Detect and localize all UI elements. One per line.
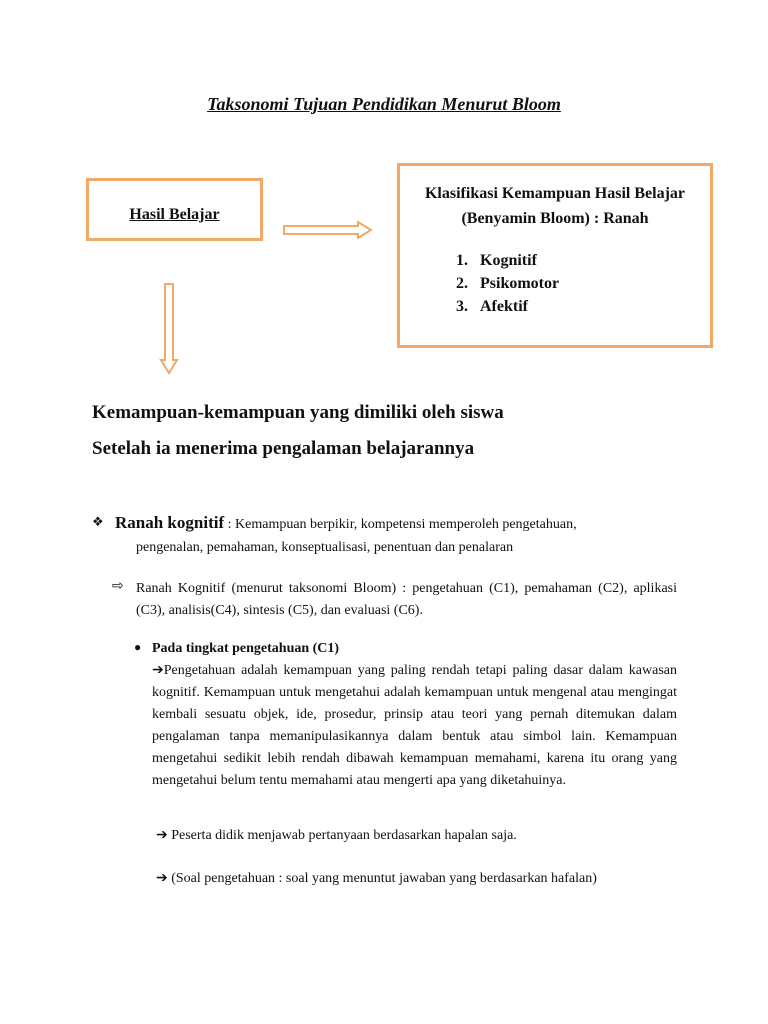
ranah-text-cont: pengenalan, pemahaman, konseptualisasi, penentuan dan penalaran — [136, 540, 514, 555]
heading-kemampuan: Kemampuan-kemampuan yang dimiliki oleh siswa — [92, 402, 504, 423]
hollow-arrow-bullet-icon: ⇨ — [112, 579, 124, 594]
list-item — [456, 272, 559, 295]
right-arrow-icon — [282, 220, 374, 240]
c1-point1 — [156, 825, 517, 847]
klasifikasi-title-line1: Klasifikasi Kemampuan Hasil Belajar — [424, 185, 685, 202]
ranah-kognitif-paragraph — [115, 512, 695, 536]
list-item — [456, 249, 559, 272]
hasil-belajar-box — [86, 178, 263, 241]
item-label: Psikomotor — [480, 275, 560, 292]
arrow-icon: ➔ — [156, 828, 168, 843]
item-number: 1. — [456, 252, 468, 269]
ranah-text: : Kemampuan berpikir, kompetensi memperoleh pengetahuan, — [224, 517, 577, 532]
item-label: Afektif — [480, 298, 528, 315]
page-title: Taksonomi Tujuan Pendidikan Menurut Bloom — [207, 94, 561, 114]
c1-text: Pengetahuan adalah kemampuan yang paling rendah tetapi paling dasar dalam kawasan kognitif. Kemampuan untuk mengetahui adalah kemampuan untuk mengenal atau mengingat kembali sesuatu objek, ide, prosedur, prinsip atau teori yang pernah ditemukan dalam pengalaman tanpa memanipulasikannya dalam bentuk atau simbol lain. Kemampuan mengetahui sedikit lebih rendah dibawah kemampuan memahami, karena itu orang yang mengetahui belum tentu memahami atau mengerti apa yang diketahuinya. — [152, 663, 677, 788]
down-arrow-icon — [158, 282, 180, 376]
item-number: 3. — [456, 298, 468, 315]
list-item — [456, 295, 559, 318]
item-label: Kognitif — [480, 252, 537, 269]
c1-paragraph — [152, 660, 677, 792]
hasil-belajar-label: Hasil Belajar — [129, 206, 220, 223]
diamond-bullet-icon: ❖ — [92, 514, 104, 529]
ranah-bloom-paragraph: Ranah Kognitif (menurut taksonomi Bloom) : pengetahuan (C1), pemahaman (C2), aplikasi (C3), analisis(C4), sintesis (C5), dan evaluasi (C6). — [136, 581, 677, 618]
klasifikasi-title-line2: (Benyamin Bloom) : Ranah — [461, 210, 649, 227]
klasifikasi-box — [397, 163, 713, 348]
ranah-kognitif-label: Ranah kognitif — [115, 513, 225, 532]
c1-point2 — [156, 868, 597, 890]
arrow-icon: ➔ — [156, 871, 168, 886]
item-number: 2. — [456, 275, 468, 292]
heading-setelah: Setelah ia menerima pengalaman belajarannya — [92, 438, 475, 459]
bullet-icon: ● — [134, 640, 142, 654]
point-text: (Soal pengetahuan : soal yang menuntut jawaban yang berdasarkan hafalan) — [171, 871, 597, 886]
arrow-icon: ➔ — [152, 663, 164, 678]
point-text: Peserta didik menjawab pertanyaan berdasarkan hapalan saja. — [167, 828, 517, 843]
ranah-list — [456, 249, 559, 318]
c1-heading: Pada tingkat pengetahuan (C1) — [152, 641, 340, 656]
